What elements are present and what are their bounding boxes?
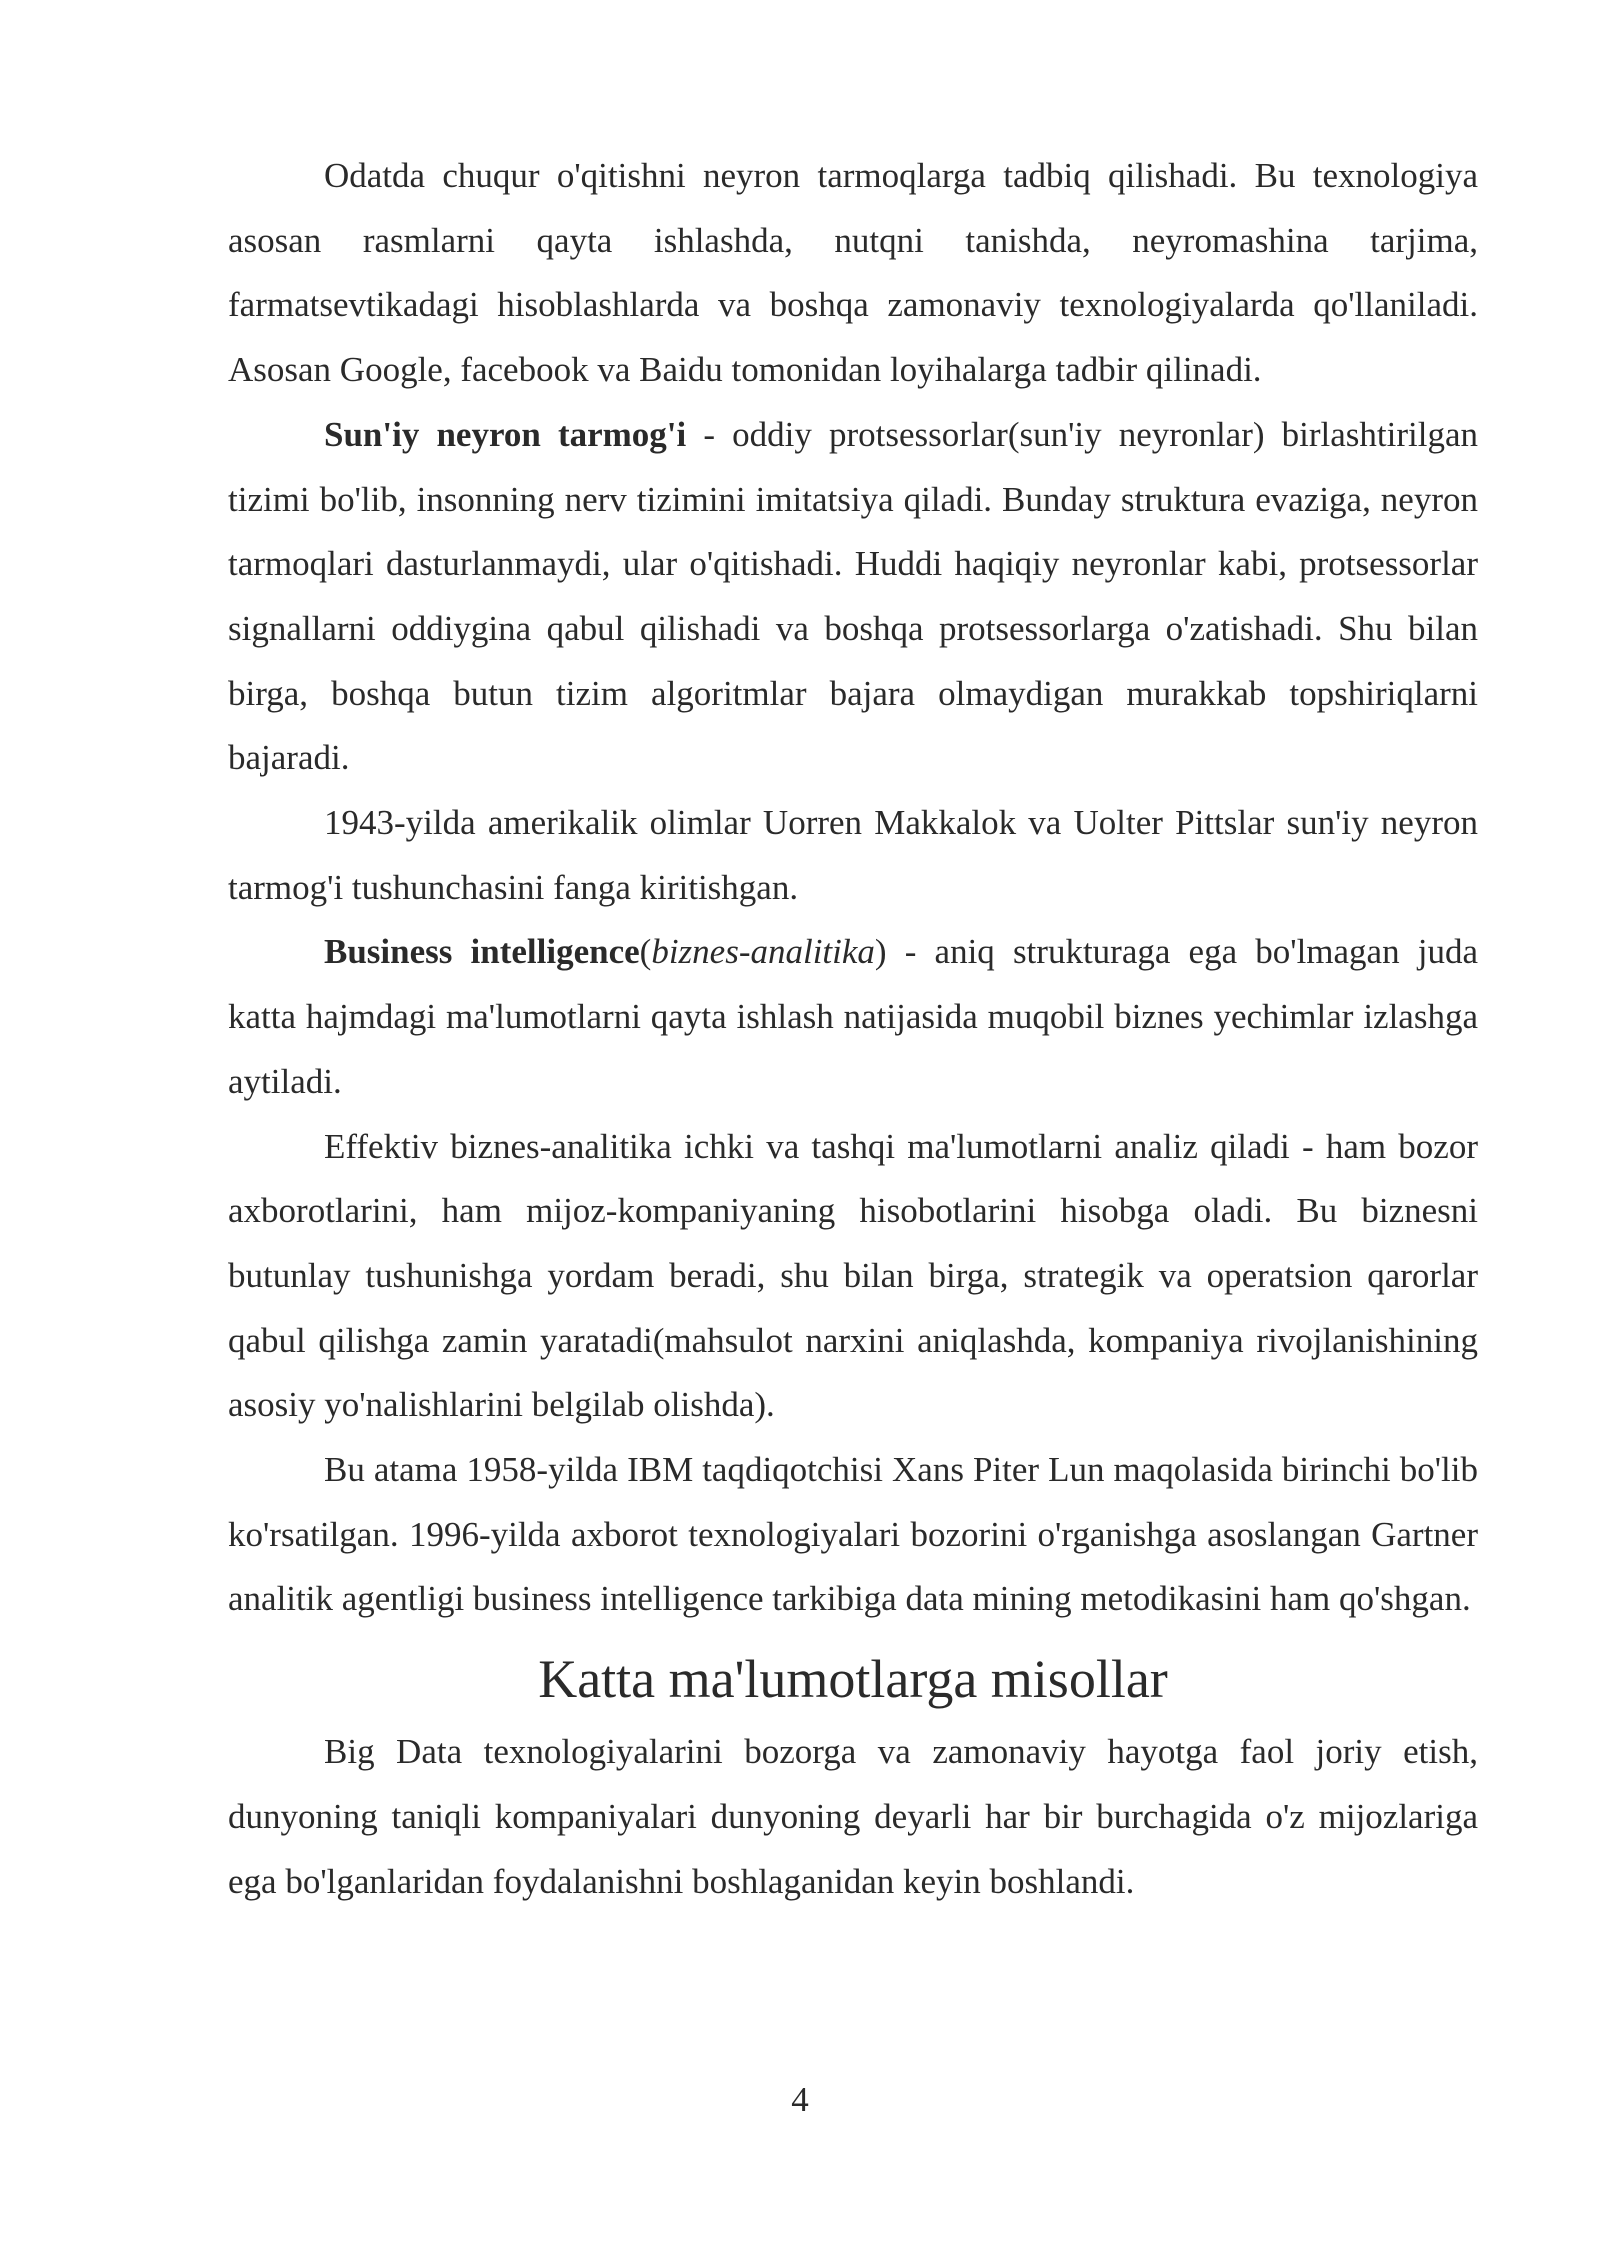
paragraph-text: Effektiv biznes-analitika ichki va tashqi ma'lumotlarni analiz qiladi - ham bozor axborotlarini, ham mijoz-kompaniyaning hisobotlarini hisobga oladi. Bu biznesni butunlay tushunishga yordam beradi, shu bilan birga, strategik va operatsion qarorlar qabul qilishga zamin yaratadi(mahsulot narxini aniqlashda, kompaniya rivojlanishining asosiy yo'nalishlarini belgilab olishda). [228,1126,1478,1425]
paragraph-term-origin [228,1438,1478,1632]
section-heading: Katta ma'lumotlarga misollar [538,1649,1168,1710]
page-content [228,144,1478,1914]
term-business-intelligence: Business intelligence [324,932,640,972]
paragraph-business-intelligence [228,920,1478,1114]
paragraph-text: Bu atama 1958-yilda IBM taqdiqotchisi Xans Piter Lun maqolasida birinchi bo'lib ko'rsatilgan. 1996-yilda axborot texnologiyalari bozorini o'rganishga asoslangan Gartner analitik agentligi business intelligence tarkibiga data mining metodikasini ham qo'shgan. [228,1450,1478,1619]
page-number: 4 [791,2080,809,2119]
paragraph-text: - oddiy protsessorlar(sun'iy neyronlar) birlashtirilgan tizimi bo'lib, insonning nerv tizimini imitatsiya qiladi. Bunday struktura evaziga, neyron tarmoqlari dasturlanmaydi, ular o'qitishadi. Huddi haqiqiy neyronlar kabi, protsessorlar signallarni oddiygina qabul qilishadi va boshqa protsessorlarga o'zatishadi. Shu bilan birga, boshqa butun tizim algoritmlar bajara olmaydigan murakkab topshiriqlarni bajaradi. [228,414,1478,778]
paragraph-neural-network [228,403,1478,791]
paren-open: ( [639,932,652,972]
term-neural-network: Sun'iy neyron tarmog'i [324,414,687,454]
paragraph-text: Odatda chuqur o'qitishni neyron tarmoqlarga tadbiq qilishadi. Bu texnologiya asosan rasmlarni qayta ishlashda, nutqni tanishda, neyromashina tarjima, farmatsevtikadagi hisoblashlarda va boshqa zamonaviy texnologiyalarda qo'llaniladi. Asosan Google, facebook va Baidu tomonidan loyihalarga tadbir qilinadi. [228,156,1478,390]
paragraph-big-data [228,1720,1478,1914]
paragraph-text: 1943-yilda amerikalik olimlar Uorren Makkalok va Uolter Pittslar sun'iy neyron tarmog'i tushunchasini fanga kiritishgan. [228,803,1478,907]
paragraph-text: ) - aniq strukturaga ega bo'lmagan juda katta hajmdagi ma'lumotlarni qayta ishlash natijasida muqobil biznes yechimlar izlashga aytiladi. [228,932,1478,1101]
paragraph-text: Big Data texnologiyalarini bozorga va zamonaviy hayotga faol joriy etish, dunyoning taniqli kompaniyalari dunyoning deyarli har bir burchagida o'z mijozlariga ega bo'lganlaridan foydalanishni boshlaganidan keyin boshlandi. [228,1732,1478,1901]
term-translation: biznes-analitika [651,932,875,972]
paragraph-deep-learning [228,144,1478,403]
paragraph-effective-analytics [228,1115,1478,1439]
paragraph-history [228,791,1478,920]
